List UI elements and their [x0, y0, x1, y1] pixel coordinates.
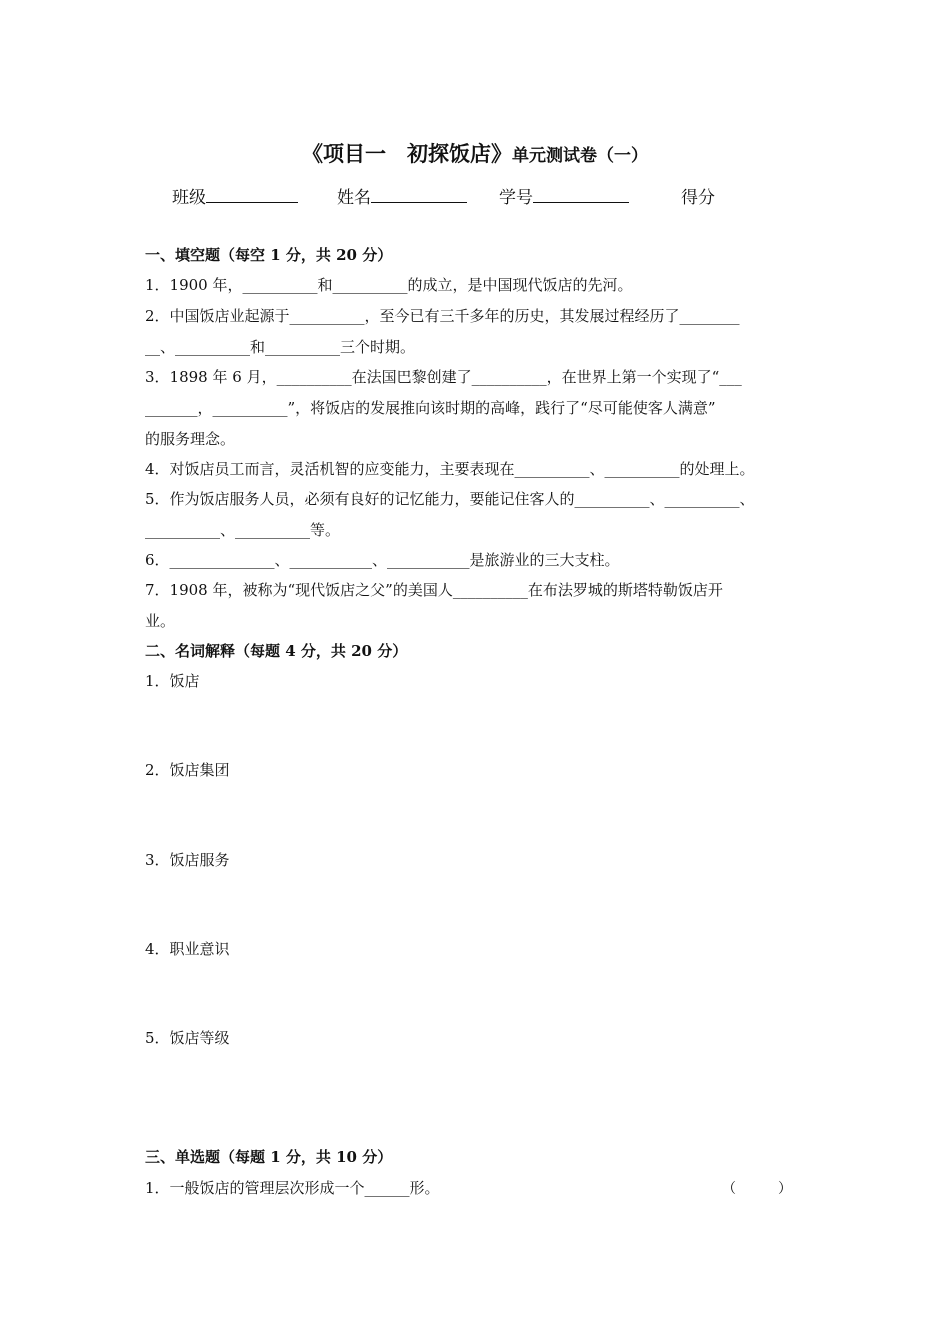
- fill-line-7: 4．对饭店员工而言，灵活机智的应变能力，主要表现在__________、__________的处理上。: [145, 460, 755, 478]
- class-label: 班级: [172, 188, 206, 208]
- fill-line-10: 6．______________、___________、___________是旅游业的三大支柱。: [145, 551, 620, 569]
- answer-parentheses[interactable]: （ ）: [722, 1181, 792, 1197]
- section3-heading: 三、单选题（每题 1 分，共 10 分）: [145, 1148, 393, 1166]
- class-field[interactable]: [172, 183, 298, 208]
- fill-line-12: 业。: [145, 612, 176, 630]
- choice-question-1: 1．一般饭店的管理层次形成一个______形。: [145, 1179, 440, 1197]
- section2-heading: 二、名词解释（每题 4 分，共 20 分）: [145, 642, 408, 660]
- name-label: 姓名: [337, 188, 371, 208]
- page-title: [0, 138, 950, 168]
- fill-line-5: _______，__________”，将饭店的发展推向该时期的高峰，践行了“尽可能使客人满意”: [145, 399, 716, 417]
- term-item-1: 1．饭店: [145, 672, 200, 690]
- fill-line-3: __、__________和__________三个时期。: [145, 338, 416, 356]
- score-field: [681, 183, 715, 208]
- term-item-2: 2．饭店集团: [145, 761, 230, 779]
- fill-line-9: __________、__________等。: [145, 521, 341, 539]
- student-id-field[interactable]: [499, 183, 629, 208]
- title-sub: 单元测试卷（一）: [512, 146, 648, 166]
- name-field[interactable]: [337, 183, 467, 208]
- fill-line-6: 的服务理念。: [145, 430, 236, 448]
- title-main: 《项目一 初探饭店》: [302, 141, 512, 166]
- fill-line-1: 1．1900 年，__________和__________的成立，是中国现代饭店的先河。: [145, 276, 633, 294]
- class-blank[interactable]: [206, 185, 298, 203]
- section1-heading: 一、填空题（每空 1 分，共 20 分）: [145, 246, 393, 264]
- term-item-3: 3．饭店服务: [145, 851, 230, 869]
- fill-line-8: 5．作为饭店服务人员，必须有良好的记忆能力，要能记住客人的__________、__________、: [145, 490, 755, 508]
- fill-line-11: 7．1908 年，被称为“现代饭店之父”的美国人__________在布法罗城的斯塔特勒饭店开: [145, 581, 723, 599]
- name-blank[interactable]: [371, 185, 467, 203]
- score-label: 得分: [681, 188, 715, 208]
- student-id-blank[interactable]: [533, 185, 629, 203]
- fill-line-2: 2．中国饭店业起源于__________，至今已有三千多年的历史，其发展过程经历了________: [145, 307, 740, 325]
- term-item-5: 5．饭店等级: [145, 1029, 230, 1047]
- student-id-label: 学号: [499, 188, 533, 208]
- term-item-4: 4．职业意识: [145, 940, 230, 958]
- fill-line-4: 3．1898 年 6 月，__________在法国巴黎创建了__________，在世界上第一个实现了“___: [145, 368, 742, 386]
